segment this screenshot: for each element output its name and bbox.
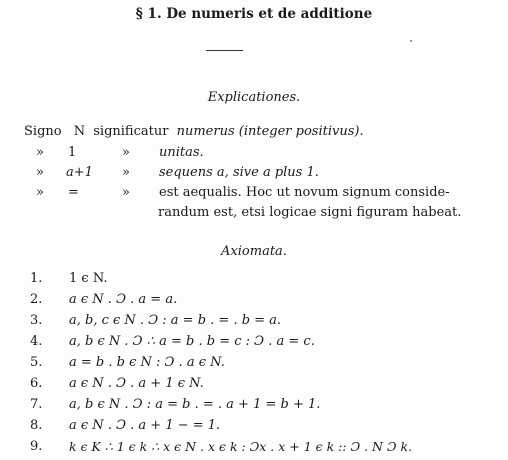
axiom-number: 7.	[30, 397, 43, 412]
explication-symbol: 1	[68, 145, 77, 160]
axiom-formula: 1 ϵ N.	[69, 271, 108, 286]
explication-meaning: est aequalis. Hoc ut novum signum conside-	[159, 185, 450, 200]
print-speck	[410, 40, 412, 42]
axiom-number: 3.	[30, 313, 43, 328]
signo-text: significatur	[93, 124, 169, 139]
axiom-number: 9.	[30, 439, 43, 454]
explications-title: Explicationes.	[207, 90, 301, 105]
explication-meaning: unitas.	[159, 145, 204, 160]
ditto-mark: »	[36, 185, 44, 200]
axiom-formula: a ϵ N . Ɔ . a = a.	[69, 292, 178, 307]
ditto-mark: »	[122, 165, 130, 180]
explication-continuation: randum est, etsi logicae signi figuram habeat.	[158, 205, 462, 220]
explication-meaning: sequens a, sive a plus 1.	[159, 165, 319, 180]
ditto-mark: »	[122, 185, 130, 200]
axiom-number: 6.	[30, 376, 43, 391]
axiom-number: 5.	[30, 355, 43, 370]
axiom-formula: k ϵ K ∴ 1 ϵ k ∴ x ϵ N . x ϵ k : Ɔx . x + 1 ϵ k :: Ɔ . N Ɔ k.	[69, 439, 413, 454]
signo-italic: numerus (integer positivus).	[176, 124, 364, 139]
axiom-number: 2.	[30, 292, 43, 307]
ditto-mark: »	[122, 145, 130, 160]
axiom-formula: a, b ϵ N . Ɔ ∴ a = b . b = c : Ɔ . a = c.	[69, 334, 315, 349]
signo-symbol: N	[73, 124, 86, 139]
signo-lead: Signo	[24, 124, 62, 139]
axiomata-title: Axiomata.	[221, 244, 287, 259]
heading-divider	[206, 50, 243, 51]
axiom-formula: a, b, c ϵ N . Ɔ : a = b . = . b = a.	[69, 313, 282, 328]
signo-line	[24, 124, 364, 139]
axiom-number: 1.	[30, 271, 43, 286]
explication-symbol: a+1	[66, 165, 93, 180]
axiom-number: 4.	[30, 334, 43, 349]
axiom-formula: a ϵ N . Ɔ . a + 1 − = 1.	[69, 418, 221, 433]
ditto-mark: »	[36, 165, 44, 180]
axiom-formula: a ϵ N . Ɔ . a + 1 ϵ N.	[69, 376, 204, 391]
axiom-formula: a, b ϵ N . Ɔ : a = b . = . a + 1 = b + 1.	[69, 397, 321, 412]
section-heading: § 1. De numeris et de additione	[135, 6, 373, 22]
axiom-formula: a = b . b ϵ N : Ɔ . a ϵ N.	[69, 355, 225, 370]
explication-symbol: =	[68, 185, 79, 200]
ditto-mark: »	[36, 145, 44, 160]
axiom-number: 8.	[30, 418, 43, 433]
